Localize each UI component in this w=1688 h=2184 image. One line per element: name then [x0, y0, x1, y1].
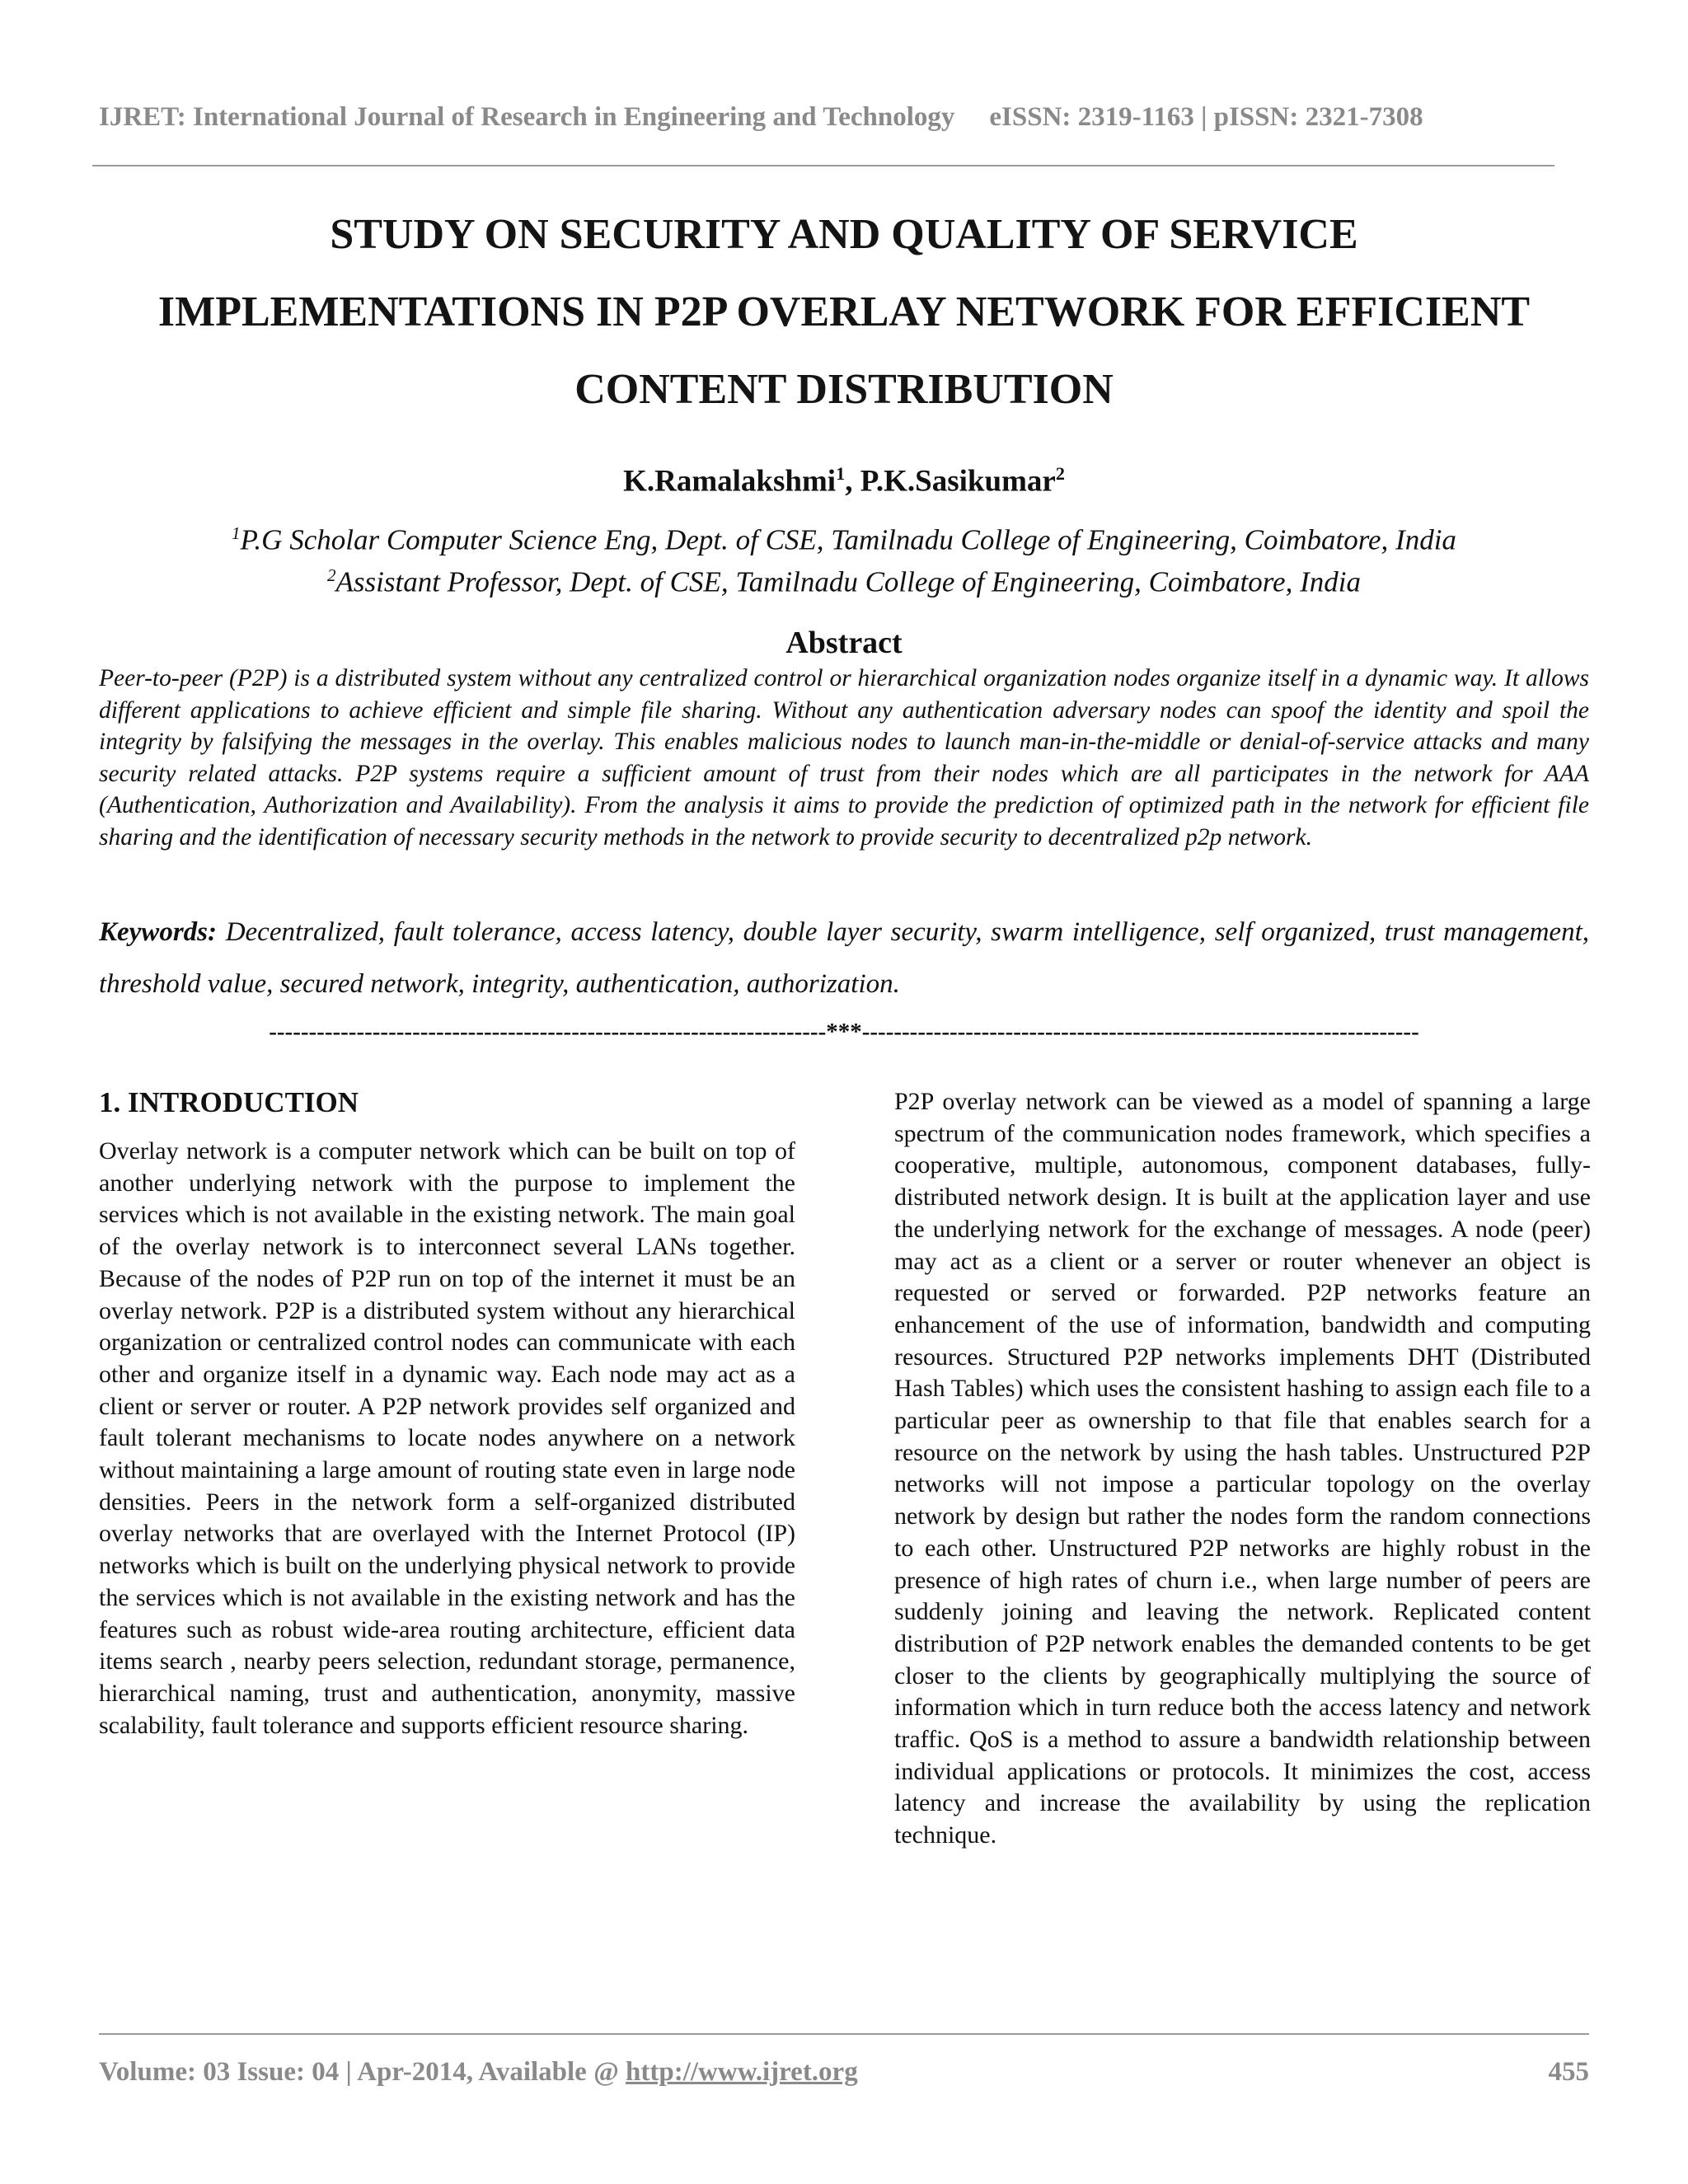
- affiliation-2-text: Assistant Professor, Dept. of CSE, Tamilnadu College of Engineering, Coimbatore, India: [335, 565, 1361, 598]
- author-1-sup: 1: [836, 463, 846, 484]
- affiliation-2: [0, 558, 1688, 600]
- header-rule: [92, 165, 1554, 166]
- title-line-3: CONTENT DISTRIBUTION: [574, 366, 1114, 413]
- issn-info: eISSN: 2319-1163 | pISSN: 2321-7308: [989, 102, 1423, 132]
- page-number: 455: [1548, 2057, 1589, 2087]
- keywords-label: Keywords:: [99, 917, 217, 947]
- author-list: [0, 463, 1688, 499]
- keywords-block: [99, 907, 1589, 1010]
- introduction-left-column: Overlay network is a computer network which can be built on top of another underlying network with the purpose to implement the services which is not available in the existing network. The main goal of the overlay network is to interconnect several LANs together. Because of the nodes of P2P run on top of the internet it must be an overlay network. P2P is a distributed system without any hierarchical organization or centralized control nodes can communicate with each other and organize itself in a dynamic way. Each node may act as a client or server or router. A P2P network provides self organized and fault tolerant mechanisms to locate nodes anywhere on a network without maintaining a large amount of routing state even in large node densities. Peers in the network form a self-organized distributed overlay networks that are overlayed with the Internet Protocol (IP) networks which is built on the underlying physical network to provide the services which is not available in the existing network and has the features such as robust wide-area routing architecture, efficient data items search , nearby peers selection, redundant storage, permanence, hierarchical naming, trust and authentication, anonymity, massive scalability, fault tolerance and supports efficient resource sharing.: [99, 1137, 795, 1739]
- footer-info: [99, 2057, 858, 2088]
- author-separator: ,: [845, 464, 860, 499]
- affiliation-2-sup: 2: [327, 565, 336, 585]
- section-separator: ----------------------------------------------------------------------***----------------------------------------------------------------------: [269, 1019, 1419, 1045]
- author-2: P.K.Sasikumar: [860, 464, 1056, 499]
- keywords-text: Decentralized, fault tolerance, access latency, double layer security, swarm intelligence, self organized, trust management, threshold value, secured network, integrity, authentication, authorization.: [99, 917, 1590, 999]
- abstract-heading: Abstract: [785, 626, 903, 660]
- affiliation-1-sup: 1: [232, 523, 241, 543]
- journal-link[interactable]: http://www.ijret.org: [626, 2057, 858, 2087]
- journal-name: IJRET: International Journal of Research in Engineering and Technology: [99, 102, 955, 132]
- introduction-right-column: P2P overlay network can be viewed as a model of spanning a large spectrum of the communication nodes framework, which specifies a cooperative, multiple, autonomous, component databases, fully-distributed network design. It is built at the application layer and use the underlying network for the exchange of messages. A node (peer) may act as a client or a server or router whenever an object is requested or served or forwarded. P2P networks feature an enhancement of the use of information, bandwidth and computing resources. Structured P2P networks implements DHT (Distributed Hash Tables) which uses the consistent hashing to assign each file to a particular peer as ownership to that file that enables search for a resource on the network by using the hash tables. Unstructured P2P networks will not impose a particular topology on the overlay network by design but rather the nodes form the random connections to each other. Unstructured P2P networks are highly robust in the presence of high rates of churn i.e., when large number of peers are suddenly joining and leaving the network. Replicated content distribution of P2P network enables the demanded contents to be get closer to the clients by geographically multiplying the source of information which in turn reduce both the access latency and network traffic. QoS is a method to assure a bandwidth relationship between individual applications or protocols. It minimizes the cost, access latency and increase the availability by using the replication technique.: [894, 1088, 1591, 1849]
- title-line-1: STUDY ON SECURITY AND QUALITY OF SERVICE: [330, 211, 1358, 258]
- section-heading-introduction: 1. INTRODUCTION: [99, 1086, 359, 1118]
- footer-volume: Volume: 03 Issue: 04 | Apr-2014, Available @: [99, 2057, 626, 2087]
- author-1: K.Ramalakshmi: [623, 464, 837, 499]
- footer-rule: [99, 2033, 1589, 2035]
- author-2-sup: 2: [1055, 463, 1065, 484]
- paper-title: [66, 196, 1622, 429]
- affiliation-1: [0, 516, 1688, 558]
- affiliation-1-text: P.G Scholar Computer Science Eng, Dept. of CSE, Tamilnadu College of Engineering, Coimbatore, India: [240, 523, 1456, 556]
- abstract-body: Peer-to-peer (P2P) is a distributed system without any centralized control or hierarchical organization nodes organize itself in a dynamic way. It allows different applications to achieve efficient and simple file sharing. Without any authentication adversary nodes can spoof the identity and spoil the integrity by falsifying the messages in the overlay. This enables malicious nodes to launch man-in-the-middle or denial-of-service attacks and many security related attacks. P2P systems require a sufficient amount of trust from their nodes which are all participates in the network for AAA (Authentication, Authorization and Availability). From the analysis it aims to provide the prediction of optimized path in the network for efficient file sharing and the identification of necessary security methods in the network to provide security to decentralized p2p network.: [99, 665, 1589, 851]
- affiliations: [0, 516, 1688, 599]
- title-line-2: IMPLEMENTATIONS IN P2P OVERLAY NETWORK FOR EFFICIENT: [157, 288, 1531, 335]
- running-header: [99, 102, 1554, 133]
